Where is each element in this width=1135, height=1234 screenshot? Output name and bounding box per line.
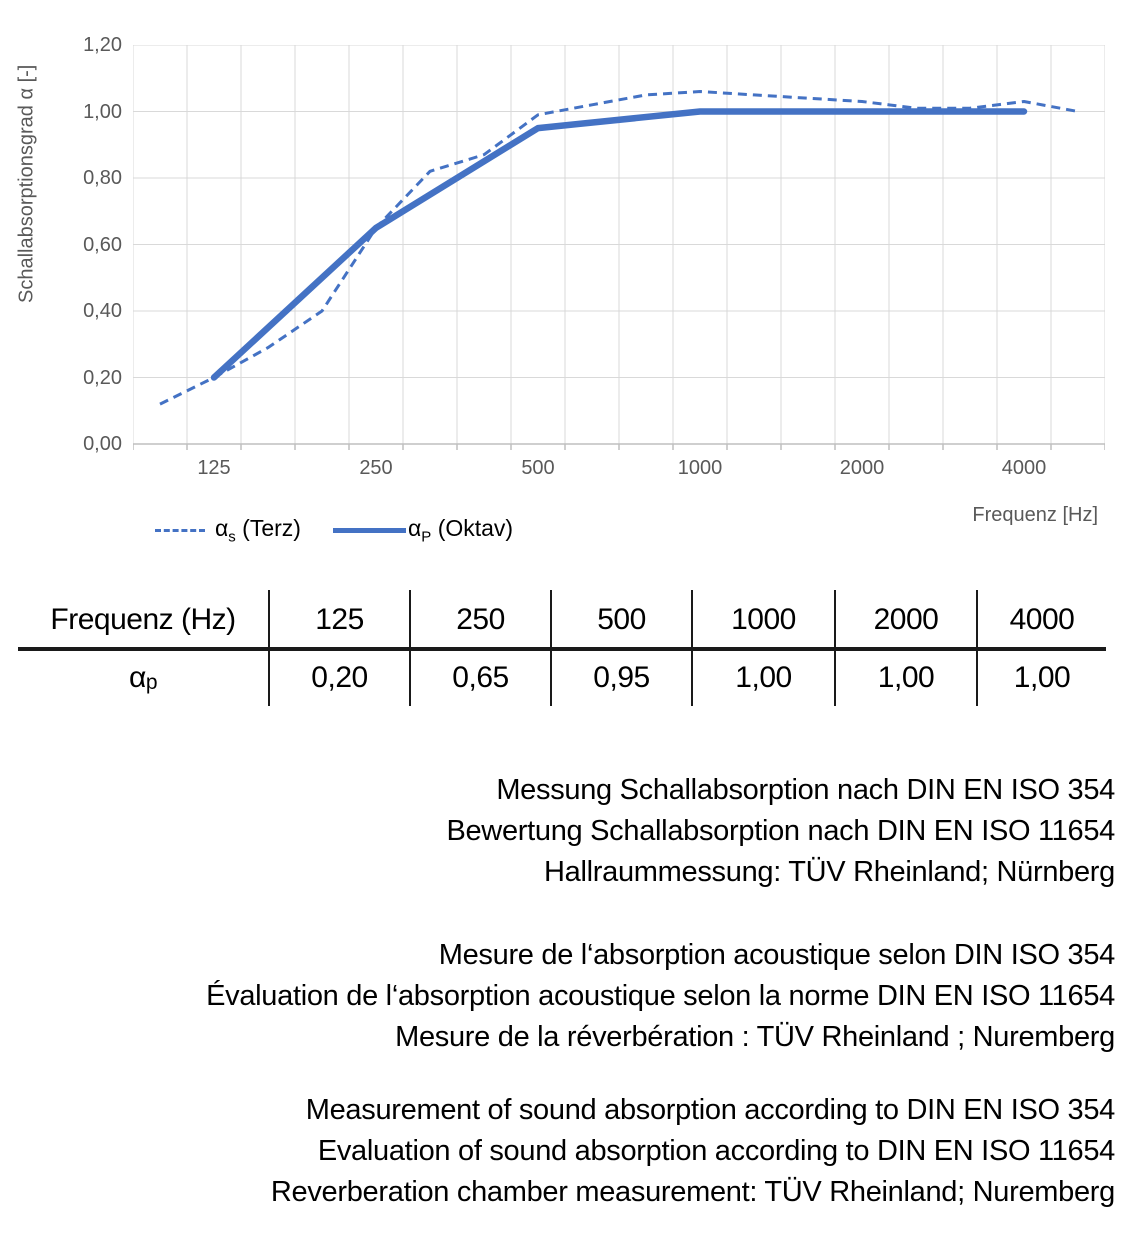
x-axis-title: Frequenz [Hz] <box>972 504 1098 526</box>
x-tick-label: 125 <box>197 457 231 479</box>
table-header-cell: 250 <box>409 590 550 649</box>
note-line: Hallraummessung: TÜV Rheinland; Nürnberg <box>544 856 1115 888</box>
note-line: Mesure de l‘absorption acoustique selon DIN ISO 354 <box>438 939 1115 971</box>
note-block-german <box>20 770 1115 893</box>
table-value-cell: 0,65 <box>409 649 550 706</box>
table-header-cell: 2000 <box>834 590 976 649</box>
solid-line-sample-icon <box>333 528 406 533</box>
y-tick-label: 0,80 <box>83 167 122 189</box>
x-tick-label: 2000 <box>839 457 885 479</box>
table-value-cell: 1,00 <box>976 649 1106 706</box>
x-tick-label: 250 <box>359 457 393 479</box>
y-tick-label: 0,60 <box>83 233 122 256</box>
table-value-cell: 1,00 <box>691 649 834 706</box>
legend-item-terz <box>155 512 301 548</box>
note-line: Messung Schallabsorption nach DIN EN ISO 354 <box>496 774 1115 806</box>
x-tick-label: 500 <box>521 457 555 479</box>
y-tick-label: 0,20 <box>83 366 122 389</box>
note-line: Bewertung Schallabsorption nach DIN EN ISO 11654 <box>446 815 1115 847</box>
table-header-cell: 125 <box>268 590 409 649</box>
y-axis-title: Schallabsorptionsgrad α [-] <box>15 64 38 304</box>
plot-area <box>133 45 1105 451</box>
legend-label-oktav: $\alpha_P$ (Oktav) <box>408 514 514 546</box>
y-tick-label: 0,00 <box>83 433 122 455</box>
table-value-cell: 0,20 <box>268 649 409 706</box>
legend-item-oktav <box>333 512 513 548</box>
table-header-cell: 500 <box>550 590 691 649</box>
table-value-cell: 0,95 <box>550 649 691 706</box>
x-tick-label: 4000 <box>1001 457 1047 479</box>
dashed-line-sample-icon <box>155 529 205 532</box>
legend <box>0 512 1135 548</box>
y-tick-label: 1,20 <box>83 34 122 56</box>
y-tick-label: 0,40 <box>83 300 122 322</box>
note-block-english <box>20 1090 1115 1213</box>
note-line: Measurement of sound absorption according to DIN EN ISO 354 <box>305 1094 1115 1126</box>
note-line: Évaluation de l‘absorption acoustique selon la norme DIN EN ISO 11654 <box>206 980 1115 1012</box>
note-line: Mesure de la réverbération : TÜV Rheinland ; Nuremberg <box>395 1021 1115 1053</box>
table-header-cell: 1000 <box>691 590 834 649</box>
table-header-cell: 4000 <box>976 590 1106 649</box>
x-tick-label: 1000 <box>677 457 723 479</box>
table-value-cell: 1,00 <box>834 649 976 706</box>
table-header-frequency: Frequenz (Hz) <box>50 602 236 636</box>
note-line: Reverberation chamber measurement: TÜV Rheinland; Nuremberg <box>270 1176 1115 1208</box>
table-row-label-alpha-p: α p <box>128 660 158 694</box>
legend-label-terz: $\alpha_s$ (Terz) <box>215 514 301 546</box>
y-tick-label: 1,00 <box>83 100 122 123</box>
note-line: Evaluation of sound absorption according to DIN EN ISO 11654 <box>317 1135 1115 1167</box>
note-block-french <box>20 935 1115 1058</box>
absorption-chart <box>0 0 1135 560</box>
table-divider-line <box>18 647 1106 651</box>
